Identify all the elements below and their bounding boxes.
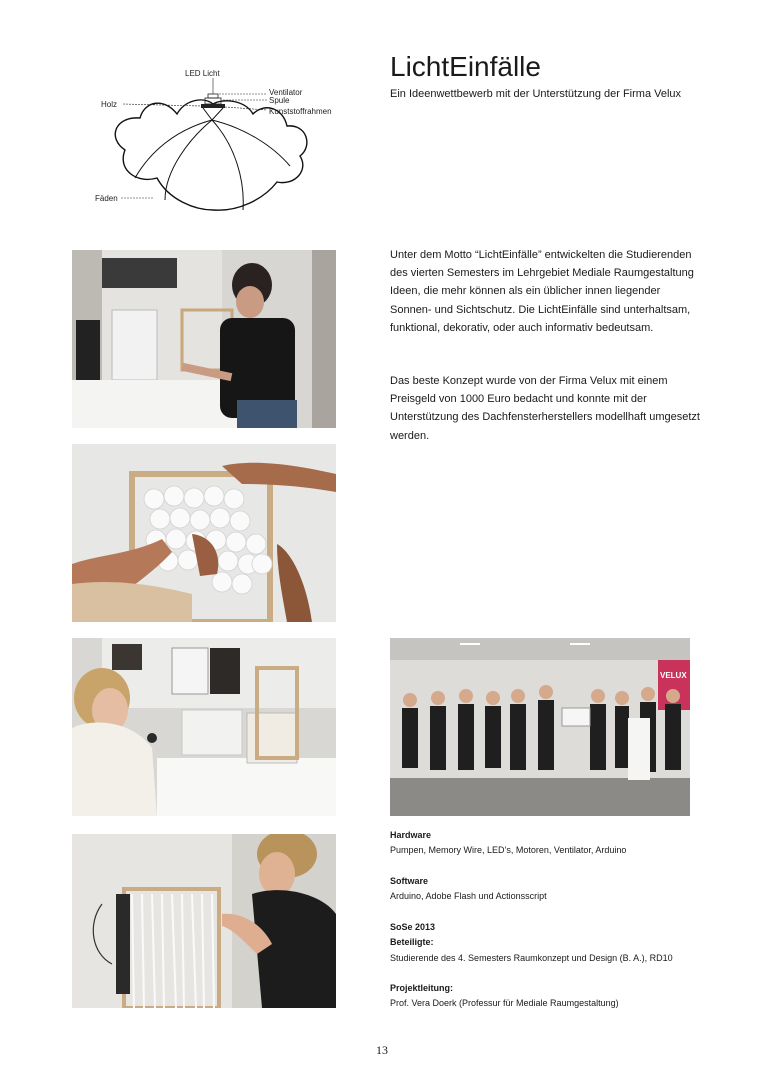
software-value: Arduino, Adobe Flash und Actionsscript <box>390 891 547 901</box>
photo-woman-at-model <box>72 638 336 816</box>
photo-woman-thread-frame <box>72 834 336 1008</box>
velux-sign-text: VELUX <box>660 671 687 680</box>
label-led: LED Licht <box>185 69 220 78</box>
photo-group-with-cheque <box>390 638 690 816</box>
projektleitung-label: Projektleitung: <box>390 983 454 993</box>
beteiligte-label: Beteiligte: <box>390 937 434 947</box>
lamp-diagram <box>95 60 355 230</box>
photo-hands-ball-panel <box>72 444 336 622</box>
semester-label: SoSe 2013 <box>390 922 436 932</box>
label-ventilator: Ventilator <box>269 88 303 97</box>
prize-paragraph: Das beste Konzept wurde von der Firma Velux mit einem Preisgeld von 1000 Euro bedacht und konnte mit der Unterstützung des Dachfensterherstellers modellhaft umgesetzt werden. <box>390 375 700 442</box>
beteiligte-value: Studierende des 4. Semesters Raumkonzept und Design (B. A.), RD10 <box>390 953 673 963</box>
photo-student-at-exhibit <box>72 250 336 428</box>
page-number: 13 <box>376 1043 388 1057</box>
page-subtitle: Ein Ideenwettbewerb mit der Unterstützung der Firma Velux <box>390 88 682 100</box>
label-spule: Spule <box>269 96 290 105</box>
page-title: LichtEinfälle <box>390 51 541 82</box>
label-kunststoff: Kunststoffrahmen <box>269 107 332 116</box>
hardware-value: Pumpen, Memory Wire, LED’s, Motoren, Ventilator, Arduino <box>390 845 627 855</box>
label-faeden: Fäden <box>95 194 118 203</box>
software-label: Software <box>390 876 429 886</box>
hardware-label: Hardware <box>390 830 432 840</box>
projektleitung-value: Prof. Vera Doerk (Professur für Mediale Raumgestaltung) <box>390 998 619 1008</box>
intro-paragraph: Unter dem Motto “LichtEinfälle” entwickelten die Studierenden des vierten Semesters im Lehrgebiet Mediale Raumgestaltung Ideen, die mehr können als ein üblicher innen liegender Sonnen- und Sichtschutz. Die LichtEinfälle sind unterhaltsam, funktional, dekorativ, oder auch informativ bedeutsam. <box>390 249 694 334</box>
label-holz: Holz <box>101 100 118 109</box>
